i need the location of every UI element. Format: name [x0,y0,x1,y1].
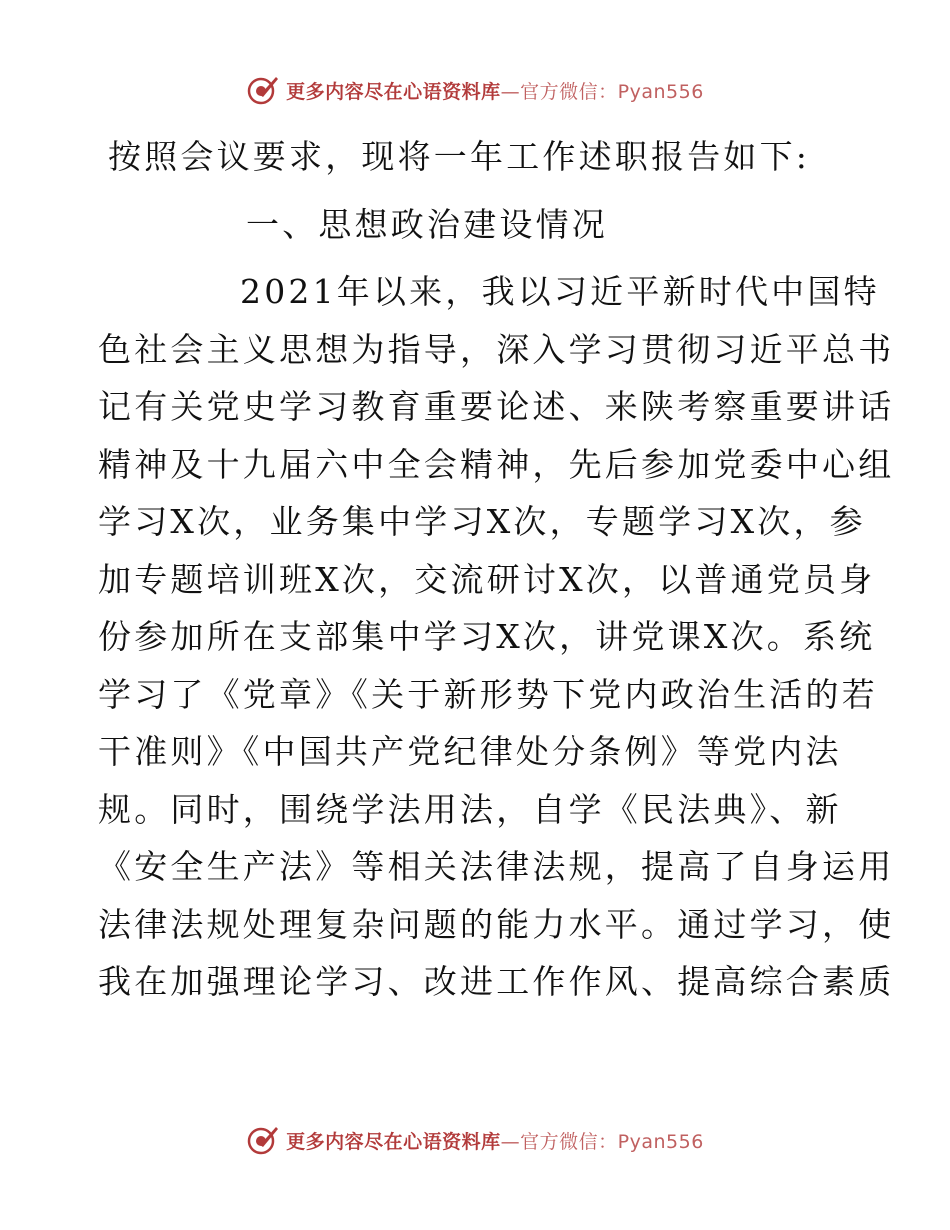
paragraph-line: 《安全生产法》等相关法律法规，提高了自身运用 [98,847,895,886]
paragraph-line: 法律法规处理复杂问题的能力水平。通过学习，使 [98,904,895,944]
paragraph-line: 记有关党史学习教育重要论述、来陕考察重要讲话 [98,387,895,426]
paragraph-line: 2021年以来，我以习近平新时代中国特 [240,272,880,311]
quill-seal-icon [246,1123,280,1157]
document-body [98,128,895,1011]
header-watermark [0,70,950,110]
watermark-contact: —官方微信：Pyan556 [500,80,704,103]
paragraph-line: 份参加所在支部集中学习X次，讲党课X次。系统 [98,617,876,656]
paragraph-line: 学习了《党章》《关于新形势下党内政治生活的若 [98,674,878,714]
paragraph [98,263,895,1011]
watermark-contact: —官方微信：Pyan556 [500,1130,704,1153]
section-heading: 一、思想政治建设情况 [246,204,608,244]
paragraph-line: 干准则》《中国共产党纪律处分条例》等党内法 [98,732,842,771]
paragraph-line: 我在加强理论学习、改进工作作风、提高综合素质 [98,962,895,1001]
intro-line: 按照会议要求，现将一年工作述职报告如下: [108,137,811,176]
paragraph-line: 色社会主义思想为指导，深入学习贯彻习近平总书 [98,329,895,369]
paragraph-line: 加专题培训班X次，交流研讨X次，以普通党员身 [98,559,876,599]
quill-seal-icon [246,73,280,107]
footer-watermark [0,1120,950,1160]
paragraph-line: 精神及十九届六中全会精神，先后参加党委中心组 [98,444,895,484]
watermark-brand: 更多内容尽在心语资料库 [286,1130,501,1153]
paragraph-line: 规。同时，围绕学法用法，自学《民法典》、新 [98,789,842,829]
watermark-brand: 更多内容尽在心语资料库 [286,80,501,103]
paragraph-line: 学习X次，业务集中学习X次，专题学习X次，参 [98,502,866,541]
